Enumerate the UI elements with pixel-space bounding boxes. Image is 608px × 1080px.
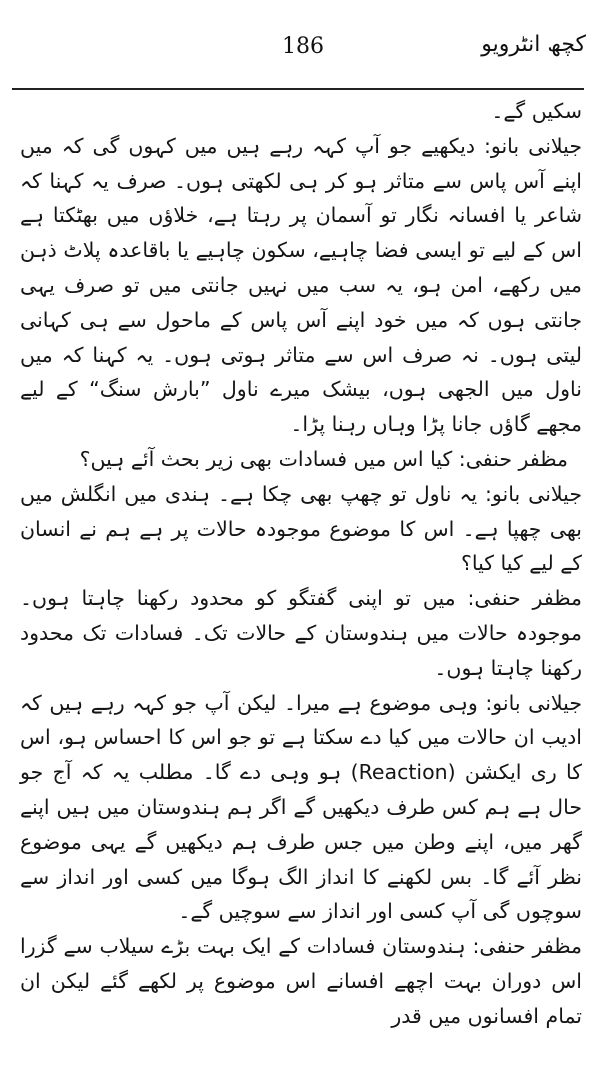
paragraph-continuation: سکیں گے۔ (491, 99, 582, 123)
page-body (20, 94, 582, 1060)
paragraph-muzaffar-hanafi-2: مظفر حنفی: میں تو اپنی گفتگو کو محدود رکھنا چاہتا ہوں۔ موجودہ حالات میں ہندوستان کے حالات تک۔ فسادات تک محدود رکھنا چاہتا ہوں۔ (20, 586, 582, 680)
paragraph-muzaffar-hanafi-3: مظفر حنفی: ہندوستان فسادات کے ایک بہت بڑے سیلاب سے گزرا اس دوران بہت اچھے افسانے اس موضوع پر لکھے گئے لیکن ان تمام افسانوں میں قدر (20, 934, 582, 1028)
page-number: 186 (282, 34, 324, 59)
running-title: کچھ انٹرویو (481, 32, 586, 57)
page-header (20, 30, 586, 70)
paragraph-jilani-bano-3: جیلانی بانو: وہی موضوع ہے میرا۔ لیکن آپ جو کہہ رہے ہیں کہ ادیب ان حالات میں کیا دے سکتا ہے تو جو اس کا احساس ہو، اس کا ری ایکشن (Reaction) ہو وہی دے گا۔ مطلب یہ کہ آج جو حال ہے ہم کس طرف دیکھیں گے اگر ہم ہندوستان میں ہیں اپنے گھر میں، اپنے وطن میں جس طرف ہم دیکھیں گے یہی موضوع نظر آئے گا۔ بس لکھنے کا انداز الگ ہوگا میں کسی اور انداز سے سوچوں گی آپ کسی اور انداز سے سوچیں گے۔ (20, 690, 582, 924)
paragraph-jilani-bano-2: جیلانی بانو: یہ ناول تو چھپ بھی چکا ہے۔ ہندی میں انگلش میں بھی چھپا ہے۔ اس کا موضوع موجودہ حالات پر ہے ہم نے انسان کے لیے کیا کیا؟ (20, 481, 582, 576)
paragraph-muzaffar-hanafi-1: مظفر حنفی: کیا اس میں فسادات بھی زیر بحث آئے ہیں؟ (79, 446, 568, 471)
paragraph-jilani-bano-1: جیلانی بانو: دیکھیے جو آپ کہہ رہے ہیں میں کہوں گی کہ میں اپنے آس پاس سے متاثر ہو کر ہی لکھتی ہوں۔ صرف یہ کہنا کہ شاعر یا افسانہ نگار تو آسمان پر رہتا ہے، خلاؤں میں بھٹکتا ہے اس کے لیے تو ایسی فضا چاہیے، سکون چاہیے یا باقاعدہ پلاٹ ذہن میں رکھے، امن ہو، یہ سب میں نہیں جانتی میں تو صرف یہی جانتی ہوں کہ میں خود اپنے آس پاس کے ماحول سے ہی کہانی لیتی ہوں۔ نہ صرف اس سے متاثر ہوتی ہوں۔ یہ کہنا کہ میں ناول میں الجھی ہوں، بیشک میرے ناول ”بارش سنگ“ کے لیے مجھے گاؤں جانا پڑا وہاں رہنا پڑا۔ (20, 133, 582, 437)
header-divider (12, 88, 584, 90)
